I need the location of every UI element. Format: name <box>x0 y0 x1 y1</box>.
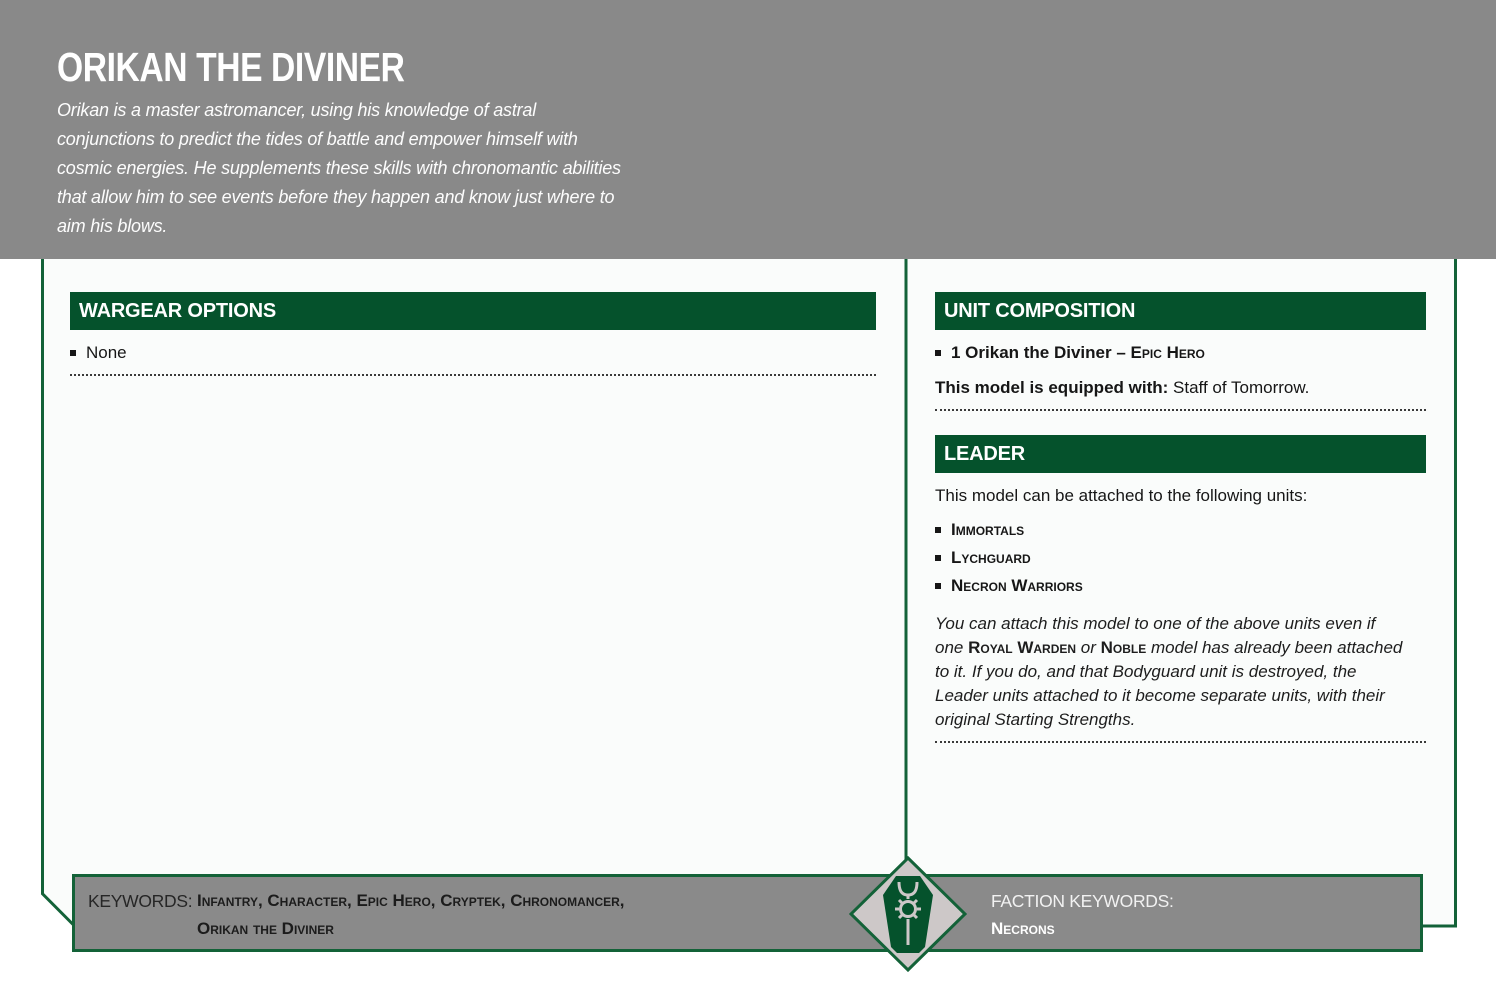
leader-unit-name: Lychguard <box>951 548 1031 567</box>
unit-composition-text: 1 Orikan the Diviner – <box>951 343 1131 362</box>
leader-unit-item <box>935 518 1426 542</box>
right-column <box>935 292 1426 743</box>
unit-composition-role: Epic Hero <box>1130 343 1205 362</box>
leader-unit-name: Necron Warriors <box>951 576 1083 595</box>
wargear-options-header: WARGEAR OPTIONS <box>70 292 876 330</box>
keywords-list <box>197 887 625 943</box>
square-bullet-icon <box>70 350 76 356</box>
leader-unit-name: Immortals <box>951 520 1025 539</box>
equipped-label: This model is equipped with: <box>935 378 1169 397</box>
dotted-divider <box>935 409 1426 411</box>
leader-note-keyword: Noble <box>1100 638 1147 657</box>
leader-note <box>935 612 1405 732</box>
leader-note-text: You can attach this model to one of the above units even if one <box>935 614 1376 657</box>
square-bullet-icon <box>935 527 941 533</box>
equipped-value: Staff of Tomorrow. <box>1168 378 1310 397</box>
lore-text: Orikan is a master astromancer, using his knowledge of astral conjunctions to predict the tides of battle and empower himself with cosmic energies. He supplements these skills with chronomantic abilities that allow him to see events before they happen and know just where to aim his blows. <box>57 100 621 236</box>
keywords-line-2: Orikan the Diviner <box>197 919 334 938</box>
unit-composition-header: UNIT COMPOSITION <box>935 292 1426 330</box>
keywords-line-1: Infantry, Character, Epic Hero, Cryptek, Chronomancer, <box>197 891 625 910</box>
leader-unit-item <box>935 546 1426 570</box>
leader-units-list <box>935 518 1426 598</box>
faction-keywords-value: Necrons <box>991 919 1055 938</box>
leader-note-text: model has already been attached to it. If you do, and that Bodyguard unit is destroyed, the Leader units attached to it become separate units, with their original Starting Strengths. <box>935 638 1403 729</box>
dotted-divider <box>70 374 876 376</box>
unit-composition-item <box>935 341 1426 365</box>
keywords-bar <box>72 874 1423 952</box>
leader-header: LEADER <box>935 435 1426 473</box>
wargear-option-text: None <box>86 343 127 362</box>
square-bullet-icon <box>935 555 941 561</box>
wargear-options-section <box>70 292 876 376</box>
wargear-options-list <box>70 341 876 365</box>
faction-keywords-label: FACTION KEYWORDS: <box>991 891 1174 911</box>
necrons-faction-icon <box>849 856 967 972</box>
faction-keywords <box>991 887 1174 943</box>
square-bullet-icon <box>935 350 941 356</box>
page-title: ORIKAN THE DIVINER <box>57 44 405 90</box>
leader-intro: This model can be attached to the following units: <box>935 486 1308 505</box>
unit-composition-list <box>935 341 1426 365</box>
equipped-line <box>935 376 1426 400</box>
leader-note-keyword: Royal Warden <box>968 638 1077 657</box>
square-bullet-icon <box>935 583 941 589</box>
keywords-label: KEYWORDS: <box>88 891 193 911</box>
dotted-divider <box>935 741 1426 743</box>
leader-note-text: or <box>1076 638 1101 657</box>
wargear-option-item <box>70 341 876 365</box>
leader-unit-item <box>935 574 1426 598</box>
